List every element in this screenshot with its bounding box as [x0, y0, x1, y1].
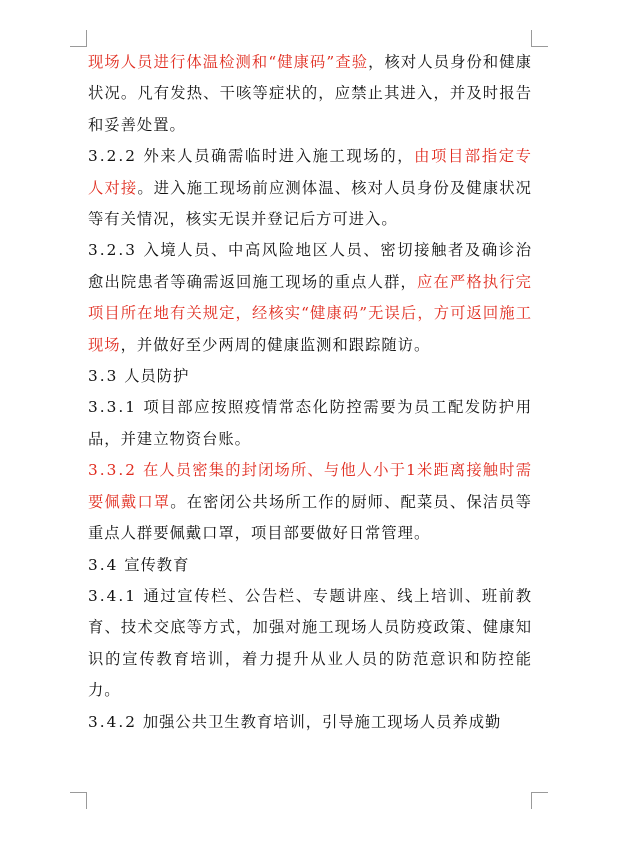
paragraph-3-4-2	[88, 707, 532, 738]
run-text: 项目部应按照疫情常态化防控需要为员工配发防护用品，并建立物资台账。	[88, 398, 532, 448]
run-highlight: 在人员密集的封闭场所、与他人小于1米距离接触时需要佩戴口罩	[88, 461, 532, 511]
section-number: 3.2.3	[88, 241, 137, 260]
run-text: 入境人员、中高风险地区人员、密切接触者及确诊治愈出院患者等确需返回施工现场的重点人群，	[88, 241, 532, 291]
run-text: ，核对人员身份和健康状况。凡有发热、干咳等症状的，应禁止其进入，并及时报告和妥善处置。	[88, 53, 532, 134]
paragraph-3-4-1	[88, 581, 532, 707]
paragraph-3-2-3	[88, 235, 532, 361]
run-highlight: 应在严格执行完项目所在地有关规定，经核实“健康码”无误后，方可返回施工现场	[88, 272, 532, 354]
run-highlight: 现场人员进行体温检测和“健康码”查验	[88, 53, 369, 71]
run-text: 。进入施工现场前应测体温、核对人员身份及健康状况等有关情况，核实无误并登记后方可进入。	[88, 178, 532, 229]
section-number: 3.2.2	[88, 147, 137, 166]
heading-3-4	[88, 550, 532, 581]
paragraph-continuation	[88, 47, 532, 141]
crop-mark-top-right	[531, 30, 548, 47]
section-number: 3.3.1	[88, 398, 137, 417]
crop-mark-bottom-right	[531, 792, 548, 809]
run-highlight: 由项目部指定专人对接	[88, 147, 532, 197]
run-text: 加强公共卫生教育培训，引导施工现场人员养成勤	[142, 712, 502, 731]
paragraph-3-2-2	[88, 141, 532, 235]
section-heading: 人员防护	[124, 367, 190, 386]
run-text: ，并做好至少两周的健康监测和跟踪随访。	[120, 335, 431, 354]
document-body	[88, 47, 532, 738]
run-text: 外来人员确需临时进入施工现场的，	[143, 147, 415, 166]
run-text: 。在密闭公共场所工作的厨师、配菜员、保洁员等重点人群要佩戴口罩，项目部要做好日常管理。	[88, 492, 532, 543]
section-number: 3.4.1	[88, 586, 137, 605]
paragraph-3-3-1	[88, 392, 532, 455]
section-number: 3.4	[88, 555, 119, 574]
crop-mark-top-left	[70, 30, 87, 47]
section-heading: 宣传教育	[124, 555, 190, 574]
section-number: 3.3	[88, 367, 119, 386]
run-text: 通过宣传栏、公告栏、专题讲座、线上培训、班前教育、技术交底等方式，加强对施工现场人员防疫政策、健康知识的宣传教育培训，着力提升从业人员的防范意识和防控能力。	[88, 586, 532, 700]
crop-mark-bottom-left	[70, 792, 87, 809]
section-number: 3.4.2	[88, 712, 137, 731]
heading-3-3	[88, 361, 532, 392]
paragraph-3-3-2	[88, 455, 532, 549]
section-number: 3.3.2	[88, 461, 137, 480]
